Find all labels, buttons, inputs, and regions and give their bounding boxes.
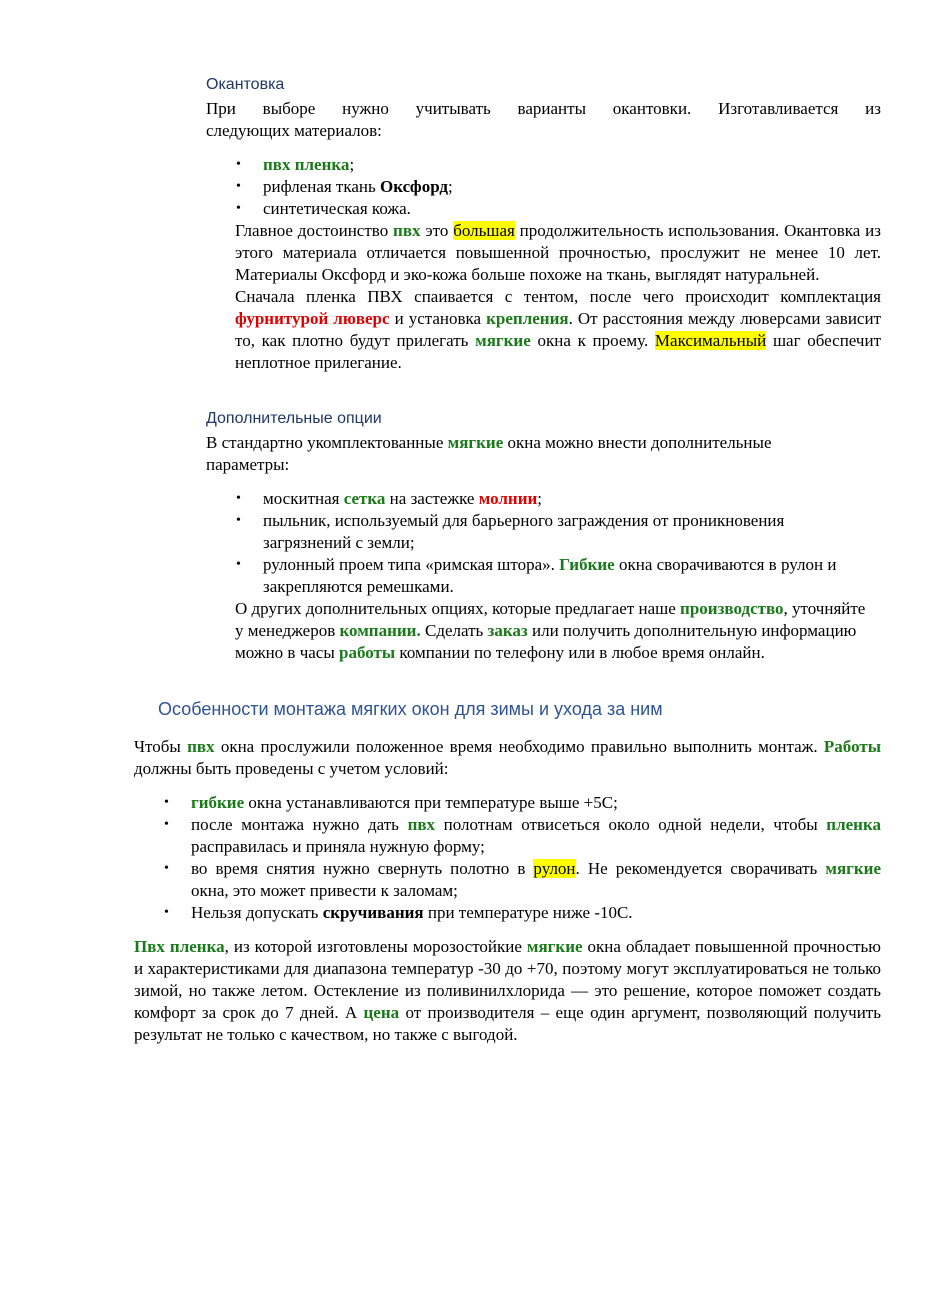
section-heading-installation: Особенности монтажа мягких окон для зимы и ухода за ним <box>158 699 663 719</box>
bullet-icon: • <box>164 905 169 920</box>
bullet-icon: • <box>164 817 169 832</box>
options-outro: О других дополнительных опциях, которые предлагает наше производство, уточняйте у менеджеров компании. Сделать заказ или получить дополнительную информацию можно в часы работы компании по телефону или в любое время онлайн. <box>235 599 866 662</box>
list-item: • москитная сетка на застежке молнии; <box>236 489 543 508</box>
list-item: • гибкие окна устанавливаются при температуре выше +5С; <box>164 793 618 812</box>
options-list <box>236 488 863 598</box>
section-heading-edging: Окантовка <box>206 76 285 93</box>
list-item: • рифленая ткань Оксфорд; <box>236 177 453 196</box>
paragraph-pvc-advantage: Главное достоинство пвх это большая продолжительность использования. Окантовка из этого материала отличается повышенной прочностью, прослужит не менее 10 лет. Материалы Оксфорд и эко-кожа больше похоже на ткань, выглядят натуральней. <box>235 221 881 284</box>
list-item: • пыльник, используемый для барьерного заграждения от проникновения загрязнений с земли; <box>236 511 785 552</box>
bullet-icon: • <box>236 201 241 216</box>
options-intro: В стандартно укомплектованные мягкие окна можно внести дополнительные параметры: <box>206 433 772 474</box>
installation-intro: Чтобы пвх окна прослужили положенное время необходимо правильно выполнить монтаж. Работы должны быть проведены с учетом условий: <box>134 737 881 778</box>
edging-paragraphs <box>235 220 881 374</box>
bullet-icon: • <box>236 557 241 572</box>
intro-line-2: следующих материалов: <box>206 121 382 140</box>
list-item: • Нельзя допускать скручивания при температуре ниже -10С. <box>164 903 633 922</box>
bullet-icon: • <box>236 491 241 506</box>
intro-line-1: При выборе нужно учитывать варианты окантовки. Изготавливается из <box>206 99 881 118</box>
section-heading-options: Дополнительные опции <box>206 410 382 427</box>
bullet-icon: • <box>236 157 241 172</box>
installation-outro: Пвх пленка, из которой изготовлены морозостойкие мягкие окна обладает повышенной прочностью и характеристиками для диапазона температур -30 до +70, поэтому могут эксплуатироваться не только зимой, но также летом. Остекление из поливинилхлорида — это решение, которое поможет создать комфорт за срок до 7 дней. А цена от производителя – еще один аргумент, позволяющий получить результат не только с качеством, но также с выгодой. <box>134 937 881 1044</box>
list-item: • синтетическая кожа. <box>236 199 411 218</box>
installation-conditions-list <box>164 792 882 924</box>
bullet-icon: • <box>164 861 169 876</box>
list-item: • после монтажа нужно дать пвх полотнам отвисеться около одной недели, чтобы пленка расправилась и приняла нужную форму; <box>164 815 882 856</box>
materials-list <box>236 154 881 220</box>
list-item: • рулонный проем типа «римская штора». Гибкие окна сворачиваются в рулон и закрепляются ремешками. <box>236 555 837 596</box>
list-item: • пвх пленка; <box>236 155 355 174</box>
bullet-icon: • <box>236 179 241 194</box>
paragraph-assembly: Сначала пленка ПВХ спаивается с тентом, после чего происходит комплектация фурнитурой люверс и установка крепления. От расстояния между люверсами зависит то, как плотно будут прилегать мягкие окна к проему. Максимальный шаг обеспечит неплотное прилегание. <box>235 287 881 372</box>
bullet-icon: • <box>164 795 169 810</box>
list-item: • во время снятия нужно свернуть полотно в рулон. Не рекомендуется сворачивать мягкие окна, это может привести к заломам; <box>164 859 882 900</box>
edging-intro <box>206 98 881 142</box>
bullet-icon: • <box>236 513 241 528</box>
